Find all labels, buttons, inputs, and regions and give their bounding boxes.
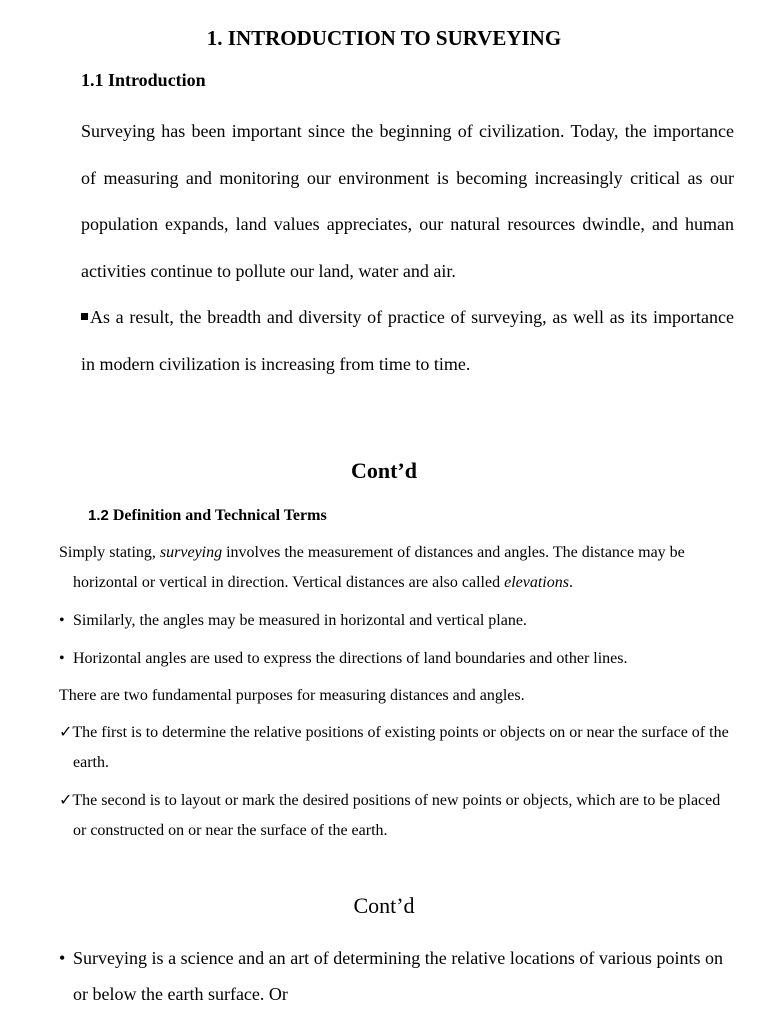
purposes-intro: There are two fundamental purposes for measuring distances and angles.	[59, 687, 525, 704]
definition-text-end: .	[568, 574, 573, 591]
check-item	[59, 786, 733, 846]
page-title: 1. INTRODUCTION TO SURVEYING	[206, 26, 562, 50]
bullet-dot-icon: •	[59, 612, 65, 629]
introduction-body	[81, 108, 734, 387]
list-item	[59, 606, 719, 636]
check-item-text: The second is to layout or mark the desired positions of new points or objects, which are to be placed or constructed on or near the surface of the earth.	[72, 792, 721, 839]
contd-heading-2: Cont’d	[353, 893, 415, 918]
term-elevations: elevations	[504, 574, 569, 591]
term-surveying: surveying	[159, 544, 223, 561]
introduction-paragraph: Surveying has been important since the beginning of civilization. Today, the importance of measuring and monitoring our environment is becoming increasingly critical as our population expands, land values appreciates, our natural resources dwindle, and human activities continue to pollute our land, water and air.	[81, 121, 734, 281]
definition-text-middle: involves the measurement of distances and angles. The distance may be horizontal or vertical in direction. Vertical distances are also called	[73, 544, 685, 591]
check-icon: ✓	[59, 792, 73, 809]
section-number: 1.2	[88, 507, 109, 524]
square-bullet-icon	[81, 313, 88, 320]
introduction-bullet: As a result, the breadth and diversity of practice of surveying, as well as its importance in modern civilization is increasing from time to time.	[81, 307, 734, 374]
list-item-text: Similarly, the angles may be measured in horizontal and vertical plane.	[73, 612, 527, 629]
bullet-dot-icon: •	[59, 650, 65, 667]
list-item-text: Horizontal angles are used to express the directions of land boundaries and other lines.	[73, 650, 628, 667]
section-heading-introduction: 1.1 Introduction	[81, 70, 206, 90]
final-bullet-text: Surveying is a science and an art of determining the relative locations of various points on or below the earth surface. Or	[73, 948, 723, 1004]
contd-heading-1: Cont’d	[350, 458, 417, 483]
bullet-dot-icon: •	[59, 948, 66, 968]
final-bullet	[59, 940, 723, 1012]
check-item-text: The first is to determine the relative positions of existing points or objects on or near the surface of the earth.	[72, 724, 729, 771]
list-item	[59, 644, 719, 674]
section-heading-text: Definition and Technical Terms	[112, 507, 327, 524]
check-icon: ✓	[59, 724, 73, 741]
check-item	[59, 718, 733, 778]
definition-text-start: Simply stating,	[59, 544, 160, 561]
section-heading-definitions	[88, 505, 327, 527]
definition-paragraph	[59, 538, 733, 598]
